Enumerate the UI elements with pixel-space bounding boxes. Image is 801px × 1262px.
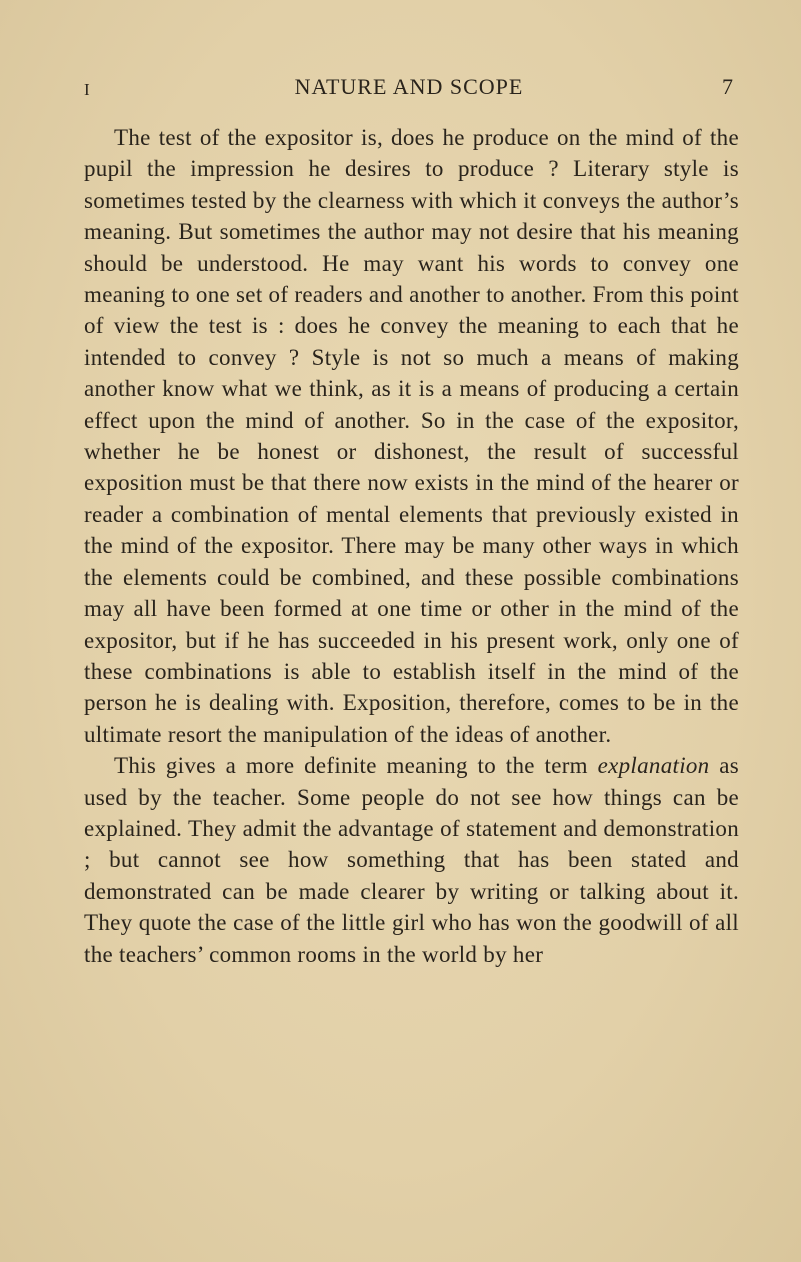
body-text <box>84 122 739 970</box>
page-number: 7 <box>722 74 734 99</box>
paragraph-1: The test of the expositor is, does he produce on the mind of the pupil the impression he desires to produce ? Literary style is sometimes tested by the clearness with which it conveys the author’s meaning. But sometimes the author may not desire that his meaning should be understood. He may want his words to convey one meaning to one set of readers and another to another. From this point of view the test is : does he convey the meaning to each that he intended to convey ? Style is not so much a means of making another know what we think, as it is a means of producing a certain effect upon the mind of another. So in the case of the expositor, whether he be honest or dishonest, the result of successful exposition must be that there now exists in the mind of the hearer or reader a combination of mental elements that previously existed in the mind of the expositor. There may be many other ways in which the elements could be combined, and these possible combinations may all have been formed at one time or other in the mind of the expositor, but if he has succeeded in his present work, only one of these combinations is able to establish itself in the mind of the person he is dealing with. Exposition, therefore, comes to be in the ultimate resort the manipulation of the ideas of another. <box>84 125 739 747</box>
paragraph-2-start: This gives a more definite meaning to the term <box>114 753 598 779</box>
paragraph-2 <box>84 750 739 970</box>
paragraph-2-rest: as used by the teacher. Some people do not see how things can be explained. They admit the advantage of statement and demonstration ; but cannot see how something that has been stated and demonstrated can be made clearer by writing or talking about it. They quote the case of the little girl who has won the goodwill of all the teachers’ common rooms in the world by her <box>84 753 739 967</box>
emphasized-term: explanation <box>597 753 710 779</box>
chapter-number: I <box>84 80 91 99</box>
running-title: NATURE AND SCOPE <box>294 74 524 99</box>
page-header <box>84 74 734 108</box>
